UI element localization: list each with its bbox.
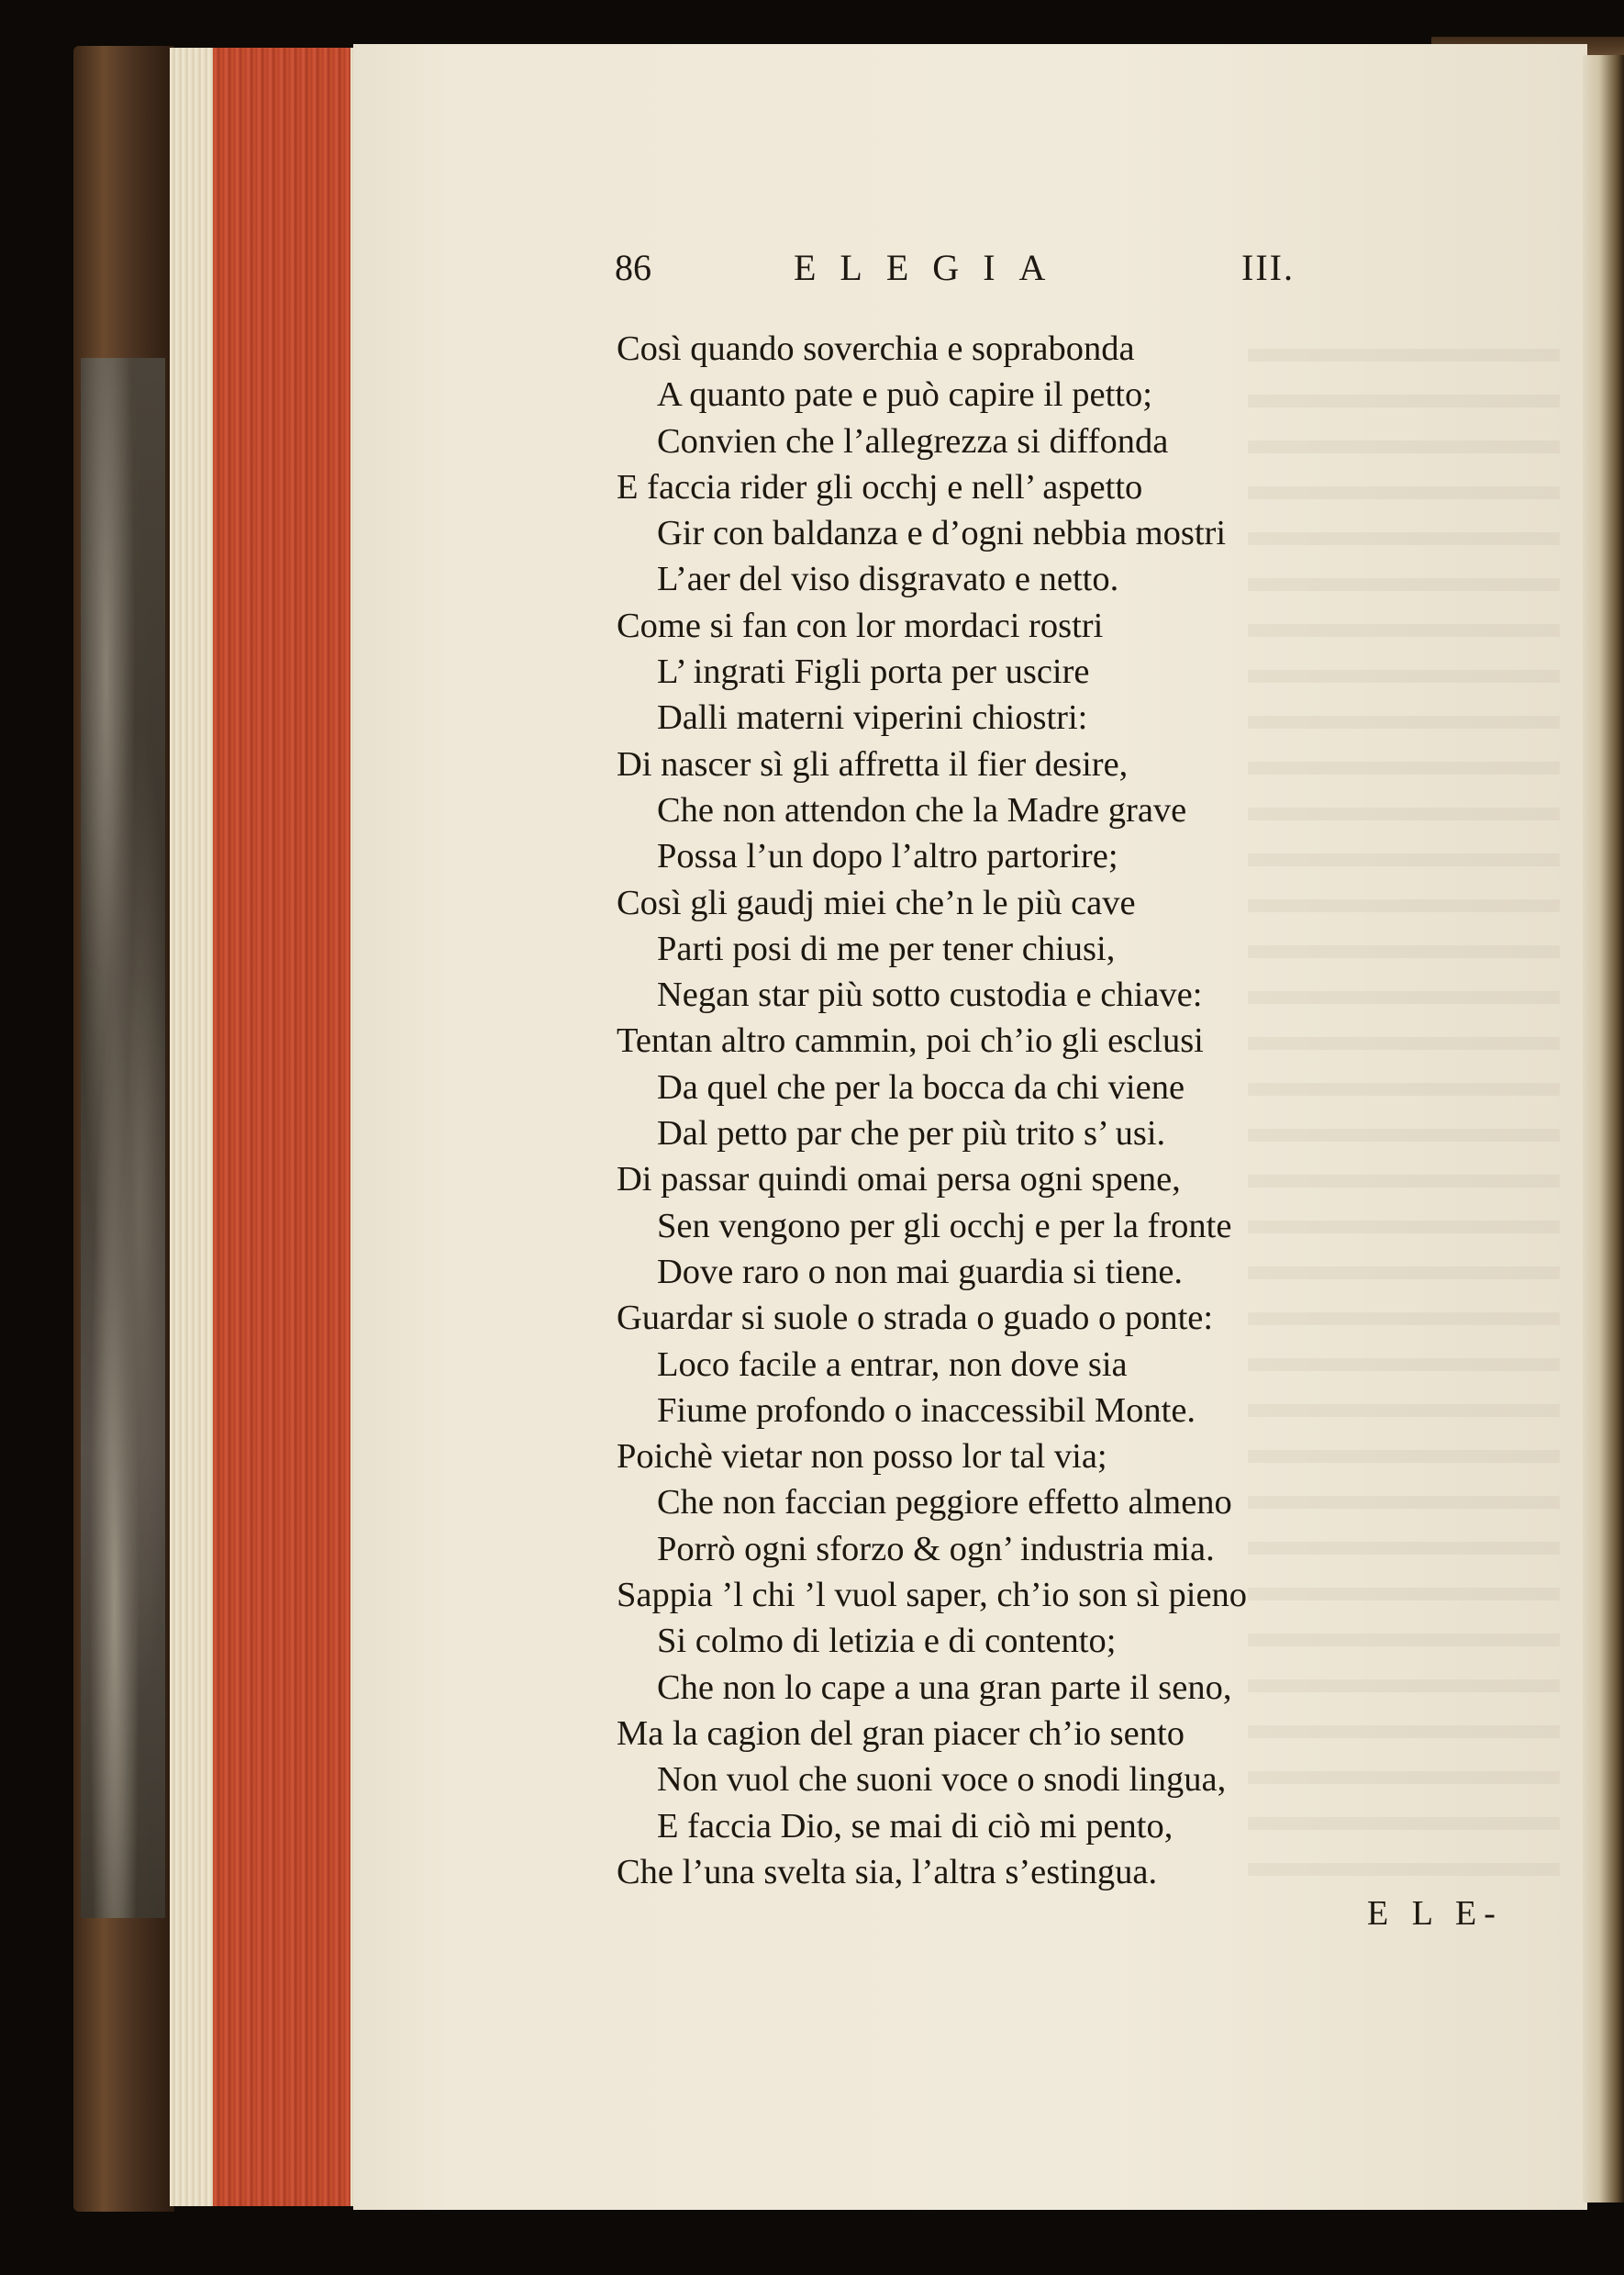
elegy-number: III.: [1241, 247, 1295, 288]
verse-line: A quanto pate e può capire il petto;: [657, 375, 1152, 415]
verse-line: Di passar quindi omai persa ogni spene,: [617, 1160, 1181, 1199]
verse-line: E faccia rider gli occhj e nell’ aspetto: [617, 467, 1143, 507]
verse-line: Tentan altro cammin, poi ch’io gli esclusi: [617, 1021, 1204, 1061]
verse-line: Così gli gaudj miei che’n le più cave: [617, 883, 1136, 922]
right-page-edge: [1583, 55, 1624, 2203]
page-header: [615, 246, 1340, 301]
verse-line: Che non faccian peggiore effetto almeno: [657, 1483, 1232, 1522]
verse-line: Negan star più sotto custodia e chiave:: [657, 976, 1203, 1015]
verse-line: L’aer del viso disgravato e netto.: [657, 560, 1119, 599]
verse-line: Possa l’un dopo l’altro partorire;: [657, 837, 1118, 876]
verse-line: L’ ingrati Figli porta per uscire: [657, 652, 1090, 692]
verse-line: Si colmo di letizia e di contento;: [657, 1622, 1117, 1661]
verse-line: Come si fan con lor mordaci rostri: [617, 606, 1104, 645]
verse-line: Poichè vietar non posso lor tal via;: [617, 1437, 1107, 1477]
page-number: 86: [615, 247, 651, 288]
verse-line: Porrò ogni sforzo & ogn’ industria mia.: [657, 1529, 1215, 1568]
verse-line: Così quando soverchia e soprabonda: [617, 329, 1135, 368]
verse-line: Sappia ’l chi ’l vuol saper, ch’io son sì pieno: [617, 1576, 1248, 1615]
verse-line: Gir con baldanza e d’ogni nebbia mostri: [657, 514, 1227, 553]
verse-line: Dalli materni viperini chiostri:: [657, 698, 1088, 738]
verse-line: Non vuol che suoni voce o snodi lingua,: [657, 1760, 1227, 1800]
verse-line: Ma la cagion del gran piacer ch’io sento: [617, 1713, 1185, 1753]
verse-line: Guardar si suole o strada o guado o ponte:: [617, 1299, 1214, 1338]
verse-line: Fiume profondo o inaccessibil Monte.: [657, 1390, 1196, 1430]
verse-line: Che non attendon che la Madre grave: [657, 790, 1187, 830]
verse-line: Dove raro o non mai guardia si tiene.: [657, 1252, 1184, 1291]
verse-line: E faccia Dio, se mai di ciò mi pento,: [657, 1806, 1174, 1846]
verse-line: Convien che l’allegrezza si diffonda: [657, 421, 1169, 461]
verse-line: Che non lo cape a una gran parte il seno,: [657, 1667, 1232, 1707]
verse-line: Loco facile a entrar, non dove sia: [657, 1344, 1128, 1384]
red-page-edge: [213, 48, 350, 2206]
poem-text: [617, 326, 1442, 1895]
marbled-cover: [81, 358, 165, 1918]
verse-line: Che l’una svelta sia, l’altra s’estingua.: [617, 1852, 1158, 1891]
verse-line: Dal petto par che per più trito s’ usi.: [657, 1114, 1166, 1154]
running-head: ELEGIA: [794, 247, 1070, 288]
verse-line: Parti posi di me per tener chiusi,: [657, 929, 1116, 968]
verse-line: Di nascer sì gli affretta il fier desire,: [617, 744, 1129, 784]
catchword: E L E-: [1367, 1894, 1503, 1933]
verse-line: Sen vengono per gli occhj e per la fronte: [657, 1206, 1232, 1245]
verse-line: Da quel che per la bocca da chi viene: [657, 1067, 1185, 1107]
